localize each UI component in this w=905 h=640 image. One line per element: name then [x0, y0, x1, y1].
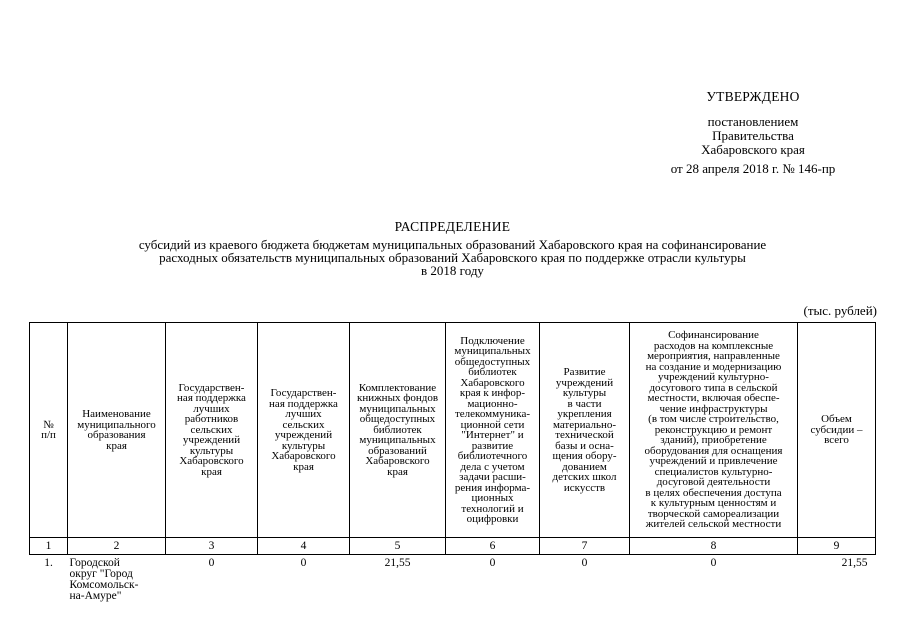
header-line: мационно-	[467, 397, 518, 410]
header-line: муниципальных	[359, 402, 436, 415]
column-number-row	[30, 538, 876, 555]
header-line: Хабаровского	[460, 376, 525, 389]
approval-line-3: Хабаровского края	[701, 142, 805, 157]
header-line: Софинансирование	[668, 329, 759, 342]
header-line: искусств	[563, 481, 606, 494]
header-line: края	[201, 465, 222, 478]
header-line: реконструкцию и ремонт	[654, 423, 773, 436]
header-line: ционных	[471, 492, 514, 504]
approval-line-2: Правительства	[712, 128, 794, 143]
header-line: телекоммуника-	[454, 408, 531, 420]
column-number: 8	[630, 538, 798, 555]
value-book-funds: 21,55	[384, 557, 411, 569]
subtitle-line-2: расходных обязательств муниципальных образований Хабаровского края по поддержке отрасли культуры	[159, 250, 746, 265]
header-line: библиотечного	[457, 450, 528, 462]
subtitle-line-1: субсидий из краевого бюджета бюджетам муниципальных образований Хабаровского края на софинансирование	[138, 237, 767, 252]
header-art-schools	[540, 323, 630, 538]
header-line: расходов на комплексные	[653, 339, 774, 352]
column-number: 2	[68, 538, 166, 555]
header-line: общедоступных	[454, 355, 531, 368]
header-line: мероприятия, направленные	[647, 350, 780, 363]
header-internet-libraries	[446, 323, 540, 538]
table-row	[30, 555, 876, 603]
row-municipality-name	[68, 555, 166, 603]
header-line: библиотек	[373, 423, 422, 436]
header-line: образований	[368, 444, 427, 457]
header-line: оборудования для оснащения	[644, 444, 783, 457]
header-line: специалистов культурно-	[654, 465, 773, 478]
header-line: культуры	[562, 387, 607, 399]
header-line: сельских	[190, 423, 233, 436]
header-line: оцифровки	[466, 513, 519, 525]
header-line: работников	[184, 413, 239, 426]
header-line: всего	[824, 434, 849, 447]
header-num	[30, 323, 68, 538]
value-internet-libraries: 0	[489, 557, 496, 569]
header-rural-culture	[630, 323, 798, 538]
header-line: учреждений	[555, 376, 614, 389]
header-line: ная поддержка	[177, 392, 246, 405]
value-support-institutions: 0	[300, 557, 307, 569]
header-support-workers	[166, 323, 258, 538]
header-line: ная поддержка	[269, 397, 338, 410]
column-number: 9	[798, 538, 876, 555]
header-line: п/п	[41, 429, 56, 441]
header-line: Подключение	[460, 334, 525, 347]
header-line: края к инфор-	[459, 387, 526, 399]
header-line: щения обору-	[552, 450, 617, 462]
header-municipality	[68, 323, 166, 538]
header-line: "Интернет" и	[461, 429, 524, 441]
header-book-funds	[350, 323, 446, 538]
header-total	[798, 323, 876, 538]
header-line: Объем	[821, 413, 852, 426]
row-number: 1.	[44, 557, 53, 569]
header-line: учреждений	[274, 429, 333, 441]
approval-block	[648, 90, 858, 176]
column-number: 6	[446, 538, 540, 555]
header-line: библиотек	[468, 366, 517, 378]
header-line: №	[43, 418, 54, 431]
header-line: укрепления	[557, 408, 612, 420]
header-line: ционной сети	[460, 418, 525, 431]
units-label: (тыс. рублей)	[803, 303, 877, 318]
header-line: задачи расши-	[459, 471, 526, 483]
approval-heading: УТВЕРЖДЕНО	[706, 89, 800, 104]
header-line: муниципальных	[359, 434, 436, 447]
header-line: учреждений	[182, 434, 241, 447]
value-rural-culture: 0	[710, 557, 717, 569]
header-line: жителей сельской местности	[645, 518, 782, 531]
column-number: 4	[258, 538, 350, 555]
header-line: края	[106, 439, 127, 452]
header-line: Хабаровского	[271, 450, 336, 462]
header-line: Наименование	[82, 408, 151, 420]
header-line: края	[387, 465, 408, 478]
value-total: 21,55	[841, 557, 868, 569]
header-support-institutions	[258, 323, 350, 538]
header-line: рения информа-	[454, 481, 531, 494]
header-row	[30, 323, 876, 538]
document-title: РАСПРЕДЕЛЕНИЕ	[394, 219, 511, 234]
approval-date: от 28 апреля 2018 г. № 146-пр	[670, 161, 836, 176]
header-line: в части	[567, 397, 602, 410]
header-line: культуры	[189, 444, 234, 457]
name-line: на-Амуре"	[69, 590, 122, 602]
document-subtitle	[40, 238, 865, 277]
header-line: зданий), приобретение	[660, 434, 767, 447]
header-line: сельских	[282, 418, 325, 431]
header-line: на создание и модернизацию	[645, 360, 782, 373]
header-line: базы и осна-	[555, 439, 614, 452]
approval-line-1: постановлением	[707, 114, 799, 129]
header-line: дела с учетом	[460, 460, 525, 473]
column-number: 1	[30, 538, 68, 555]
name-line: Городской	[69, 557, 120, 569]
column-number: 7	[540, 538, 630, 555]
header-line: образования	[87, 429, 146, 441]
distribution-table	[29, 322, 876, 602]
name-line: округ "Город	[69, 568, 133, 580]
header-line: детских школ	[552, 471, 617, 483]
header-line: дованием	[562, 460, 607, 473]
header-line: учреждений культурно-	[658, 371, 769, 384]
header-line: Хабаровского	[365, 455, 430, 468]
header-line: лучших	[285, 408, 322, 420]
header-line: технической	[555, 429, 614, 441]
header-line: муниципальных	[454, 345, 531, 357]
header-line: Государствен-	[178, 381, 245, 394]
header-line: материально-	[552, 418, 617, 431]
header-line: местности, включая обеспе-	[647, 392, 780, 405]
header-line: лучших	[193, 402, 230, 415]
header-line: творческой самореализации	[647, 507, 780, 520]
header-line: к культурным ценностям и	[650, 497, 777, 510]
header-line: досугового типа в сельской	[649, 381, 778, 394]
value-art-schools: 0	[581, 557, 588, 569]
header-line: (в том числе строительство,	[648, 413, 779, 426]
header-line: чение инфраструктуры	[659, 402, 768, 415]
column-number: 5	[350, 538, 446, 555]
name-line: Комсомольск-	[69, 579, 139, 591]
header-line: технологий и	[461, 502, 524, 515]
header-line: края	[293, 460, 314, 473]
header-line: книжных фондов	[356, 392, 439, 405]
header-line: Хабаровского	[179, 455, 244, 468]
header-line: в целях обеспечения доступа	[645, 486, 782, 499]
header-line: Государствен-	[270, 387, 337, 399]
value-support-workers: 0	[208, 557, 215, 569]
subtitle-line-3: в 2018 году	[421, 263, 484, 278]
header-line: субсидии –	[810, 423, 863, 436]
header-line: общедоступных	[359, 413, 436, 426]
header-line: муниципального	[77, 418, 156, 431]
header-line: Комплектование	[358, 381, 437, 394]
header-line: культуры	[281, 439, 326, 452]
header-line: досуговой деятельности	[656, 476, 771, 489]
header-line: учреждений и привлечение	[649, 455, 778, 468]
header-line: Развитие	[563, 366, 606, 378]
header-line: развитие	[471, 439, 514, 452]
column-number: 3	[166, 538, 258, 555]
